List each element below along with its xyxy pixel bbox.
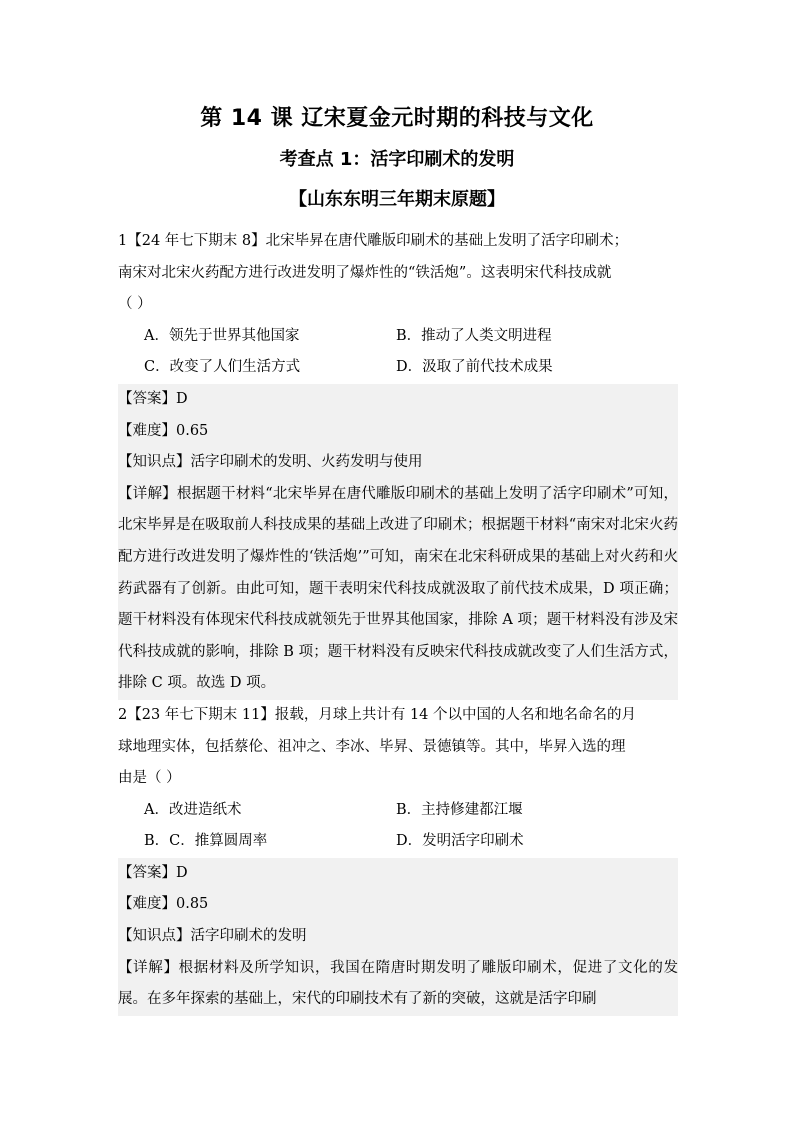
q2-option-d: D．发明活字印刷术 [396,833,524,850]
q2-options-row-1 [118,795,678,827]
q2-knowledge-point: 【知识点】活字印刷术的发明 [118,921,678,953]
q2-options-row-2 [118,826,678,858]
topic-subtitle: 考查点 1：活字印刷术的发明 [279,149,515,170]
q2-stem-line-1: 2【23 年七下期末 11】报载，月球上共计有 14 个以中国的人名和地名命名的月 [118,706,637,723]
q1-answer: 【答案】D [118,384,678,416]
q1-option-a: A．领先于世界其他国家 [144,327,300,344]
q2-answer: 【答案】D [118,858,678,890]
q1-explanation: 【详解】根据题干材料“北宋毕昇在唐代雕版印刷术的基础上发明了活字印刷术”可知，北宋毕昇是在吸取前人科技成果的基础上改进了印刷术；根据题干材料“南宋对北宋火药配方进行改进发明了爆炸性的‘铁活炮’”可知，南宋在北宋科研成果的基础上对火药和火药武器有了创新。由此可知，题干表明宋代科技成就汲取了前代技术成果，D 项正确；题干材料没有体现宋代科技成就领先于世界其他国家，排除 A 项；题干材料没有涉及宋代科技成就的影响，排除 B 项；题干材料没有反映宋代科技成就改变了人们生活方式，排除 C 项。故选 D 项。 [118,479,678,700]
q1-options-row-2 [118,352,678,384]
q2-option-a: A．改进造纸术 [144,801,242,818]
lesson-title: 第 14 课 辽宋夏金元时期的科技与文化 [200,106,594,131]
q1-stem-line-3: （ ） [118,296,152,313]
q1-knowledge-point: 【知识点】活字印刷术的发明、火药发明与使用 [118,447,678,479]
q2-explanation: 【详解】根据材料及所学知识，我国在隋唐时期发明了雕版印刷术，促进了文化的发展。在多年探索的基础上，宋代的印刷技术有了新的突破，这就是活字印刷 [118,953,678,1016]
q1-option-c: C．改变了人们生活方式 [144,359,301,376]
q1-stem-line-1: 1【24 年七下期末 8】北宋毕昇在唐代雕版印刷术的基础上发明了活字印刷术； [118,233,629,249]
q2-option-b: B．主持修建都江堰 [396,801,523,818]
section-heading: 【山东东明三年期末原题】 [289,189,505,210]
q1-stem-line-2: 南宋对北宋火药配方进行改进发明了爆炸性的“铁活炮”。这表明宋代科技成就 [118,264,612,281]
q2-option-c: B．C．推算圆周率 [144,833,268,850]
q2-stem-line-3: 由是（ ） [118,770,181,787]
q2-stem-line-2: 球地理实体，包括蔡伦、祖冲之、李冰、毕昇、景德镇等。其中，毕昇入选的理 [118,738,626,755]
q1-options-row-1 [118,321,678,353]
q1-difficulty: 【难度】0.65 [118,416,678,448]
q1-option-b: B．推动了人类文明进程 [396,327,552,344]
q1-option-d: D．汲取了前代技术成果 [396,359,553,376]
q2-difficulty: 【难度】0.85 [118,889,678,921]
document-body [118,226,678,1016]
